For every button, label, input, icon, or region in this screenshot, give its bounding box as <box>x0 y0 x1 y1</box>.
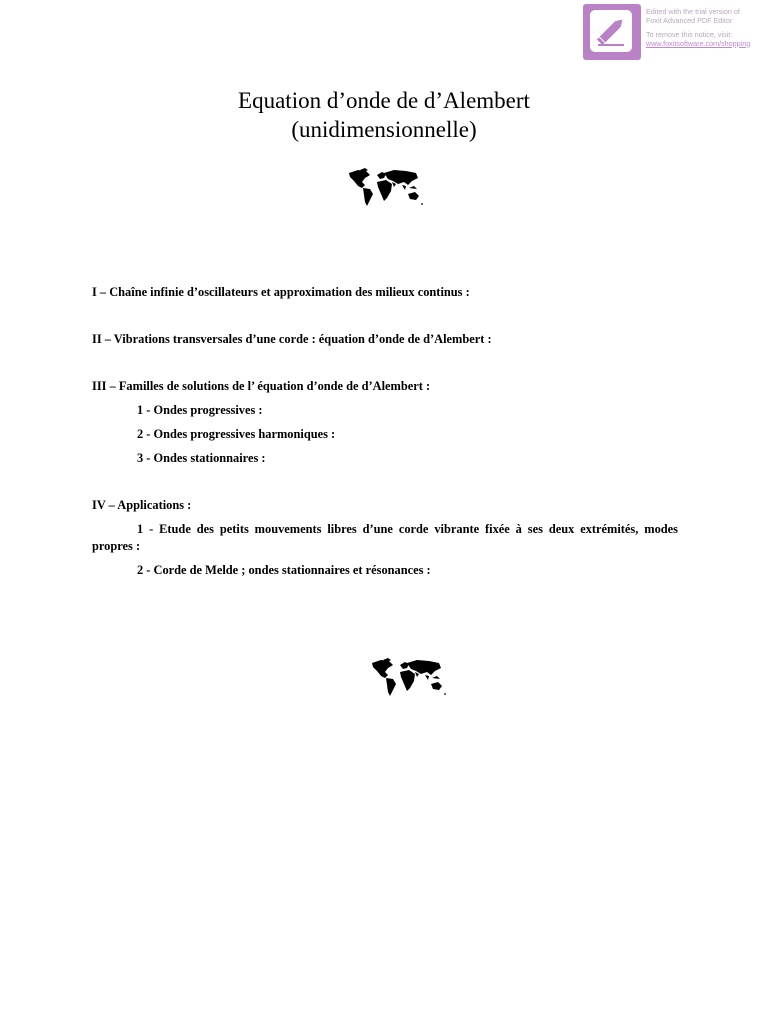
section-item: 2 - Corde de Melde ; ondes stationnaires et résonances : <box>137 563 431 577</box>
section-heading: III – Familles de solutions de l’ équation d’onde de d’Alembert : <box>92 379 431 393</box>
section-heading: II – Vibrations transversales d’une corde : équation d’onde de d’Alembert : <box>92 332 492 346</box>
foxit-watermark <box>583 4 763 62</box>
table-of-contents <box>92 284 678 579</box>
title-line-2: (unidimensionnelle) <box>291 117 477 142</box>
page-title <box>0 86 768 144</box>
watermark-text <box>646 8 766 48</box>
section-item: 1 - Ondes progressives : <box>137 403 263 417</box>
title-line-1: Equation d’onde de d’Alembert <box>238 88 530 113</box>
watermark-line-3: To remove this notice, visit: <box>646 30 733 39</box>
section-heading: IV – Applications : <box>92 498 192 512</box>
watermark-link[interactable]: www.foxitsoftware.com/shopping <box>646 38 751 48</box>
world-map-icon <box>346 167 424 209</box>
world-map-icon <box>369 657 447 699</box>
section-item: 2 - Ondes progressives harmoniques : <box>137 427 336 441</box>
watermark-line-2: Foxit Advanced PDF Editor <box>646 15 733 25</box>
section-item: 1 - Etude des petits mouvements libres d’une corde vibrante fixée à ses deux extrémités, modes propres : <box>92 522 678 553</box>
pencil-document-icon <box>590 10 632 52</box>
section-item: 3 - Ondes stationnaires : <box>137 451 266 465</box>
section-heading: I – Chaîne infinie d’oscillateurs et approximation des milieux continus : <box>92 285 470 299</box>
foxit-logo <box>583 4 641 60</box>
watermark-line-1: Edited with the trial version of <box>646 7 740 16</box>
